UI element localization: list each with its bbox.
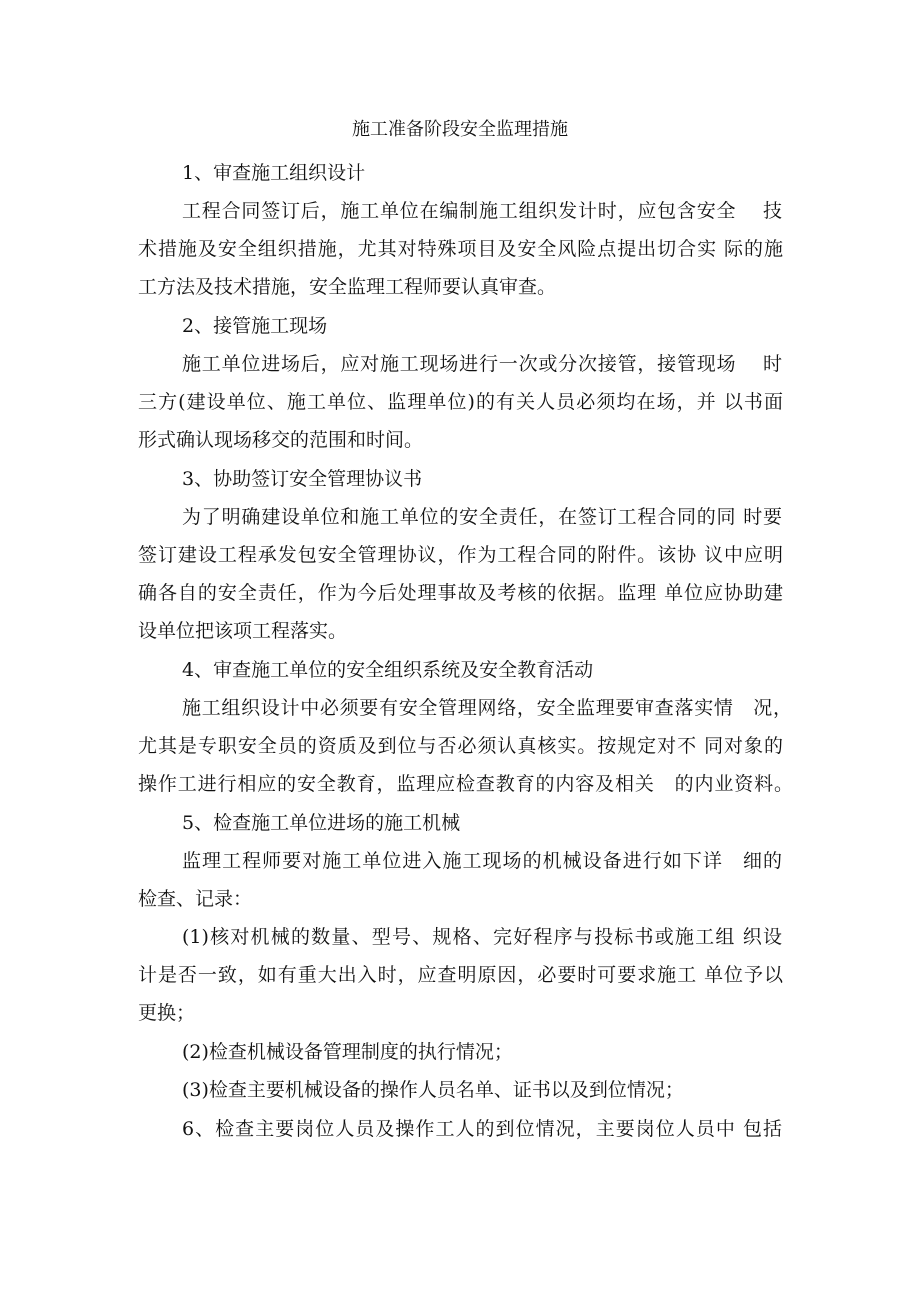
document-title: 施工准备阶段安全监理措施 (352, 119, 568, 140)
paragraph-line: 为了明确建设单位和施工单位的安全责任，在签订工程合同的同 时要 (182, 506, 782, 528)
paragraph-line: 尤其是专职安全员的资质及到位与否必须认真核实。按规定对不 同对象的 (138, 735, 783, 757)
paragraph-line: 检查、记录： (138, 888, 253, 910)
section-heading-2: 2、接管施工现场 (182, 315, 328, 337)
paragraph-line: 工方法及技术措施，安全监理工程师要认真审查。 (138, 276, 557, 298)
section-heading-3: 3、协助签订安全管理协议书 (182, 468, 423, 490)
paragraph-line: 术措施及安全组织措施，尤其对特殊项目及安全风险点提出切合实 际的施 (138, 238, 783, 260)
paragraph-line: (3)检查主要机械设备的操作人员名单、证书以及到位情况； (182, 1079, 684, 1101)
paragraph-line: 签订建设工程承发包安全管理协议，作为工程合同的附件。该协 议中应明 (138, 544, 783, 566)
section-heading-1: 1、审查施工组织设计 (182, 162, 366, 184)
paragraph-line: 三方(建设单位、施工单位、监理单位)的有关人员必须均在场，并 以书面 (138, 391, 783, 413)
section-heading-4: 4、审查施工单位的安全组织系统及安全教育活动 (182, 659, 594, 681)
paragraph-line: 确各自的安全责任，作为今后处理事故及考核的依据。监理 单位应协助建 (138, 582, 783, 604)
section-heading-5: 5、检查施工单位进场的施工机械 (182, 812, 461, 834)
section-heading-6: 6、检查主要岗位人员及操作工人的到位情况，主要岗位人员中 包括 (182, 1118, 782, 1140)
paragraph-line: 形式确认现场移交的范围和时间。 (138, 429, 424, 451)
paragraph-line: (1)核对机械的数量、型号、规格、完好程序与投标书或施工组 织设 (182, 926, 782, 948)
paragraph-line: (2)检查机械设备管理制度的执行情况； (182, 1041, 513, 1063)
paragraph-line: 操作工进行相应的安全教育，监理应检查教育的内容及相关 的内业资料。 (138, 773, 793, 795)
paragraph-line: 监理工程师要对施工单位进入施工现场的机械设备进行如下详 细的 (182, 850, 782, 872)
paragraph-line: 工程合同签订后，施工单位在编制施工组织发计时，应包含安全 技 (182, 200, 782, 222)
paragraph-line: 更换； (138, 1002, 196, 1024)
paragraph-line: 施工组织设计中必须要有安全管理网络，安全监理要审查落实情 况， (182, 697, 792, 719)
paragraph-line: 施工单位进场后，应对施工现场进行一次或分次接管，接管现场 时 (182, 353, 782, 375)
paragraph-line: 计是否一致，如有重大出入时，应查明原因，必要时可要求施工 单位予以 (138, 964, 783, 986)
paragraph-line: 设单位把该项工程落实。 (138, 620, 348, 642)
